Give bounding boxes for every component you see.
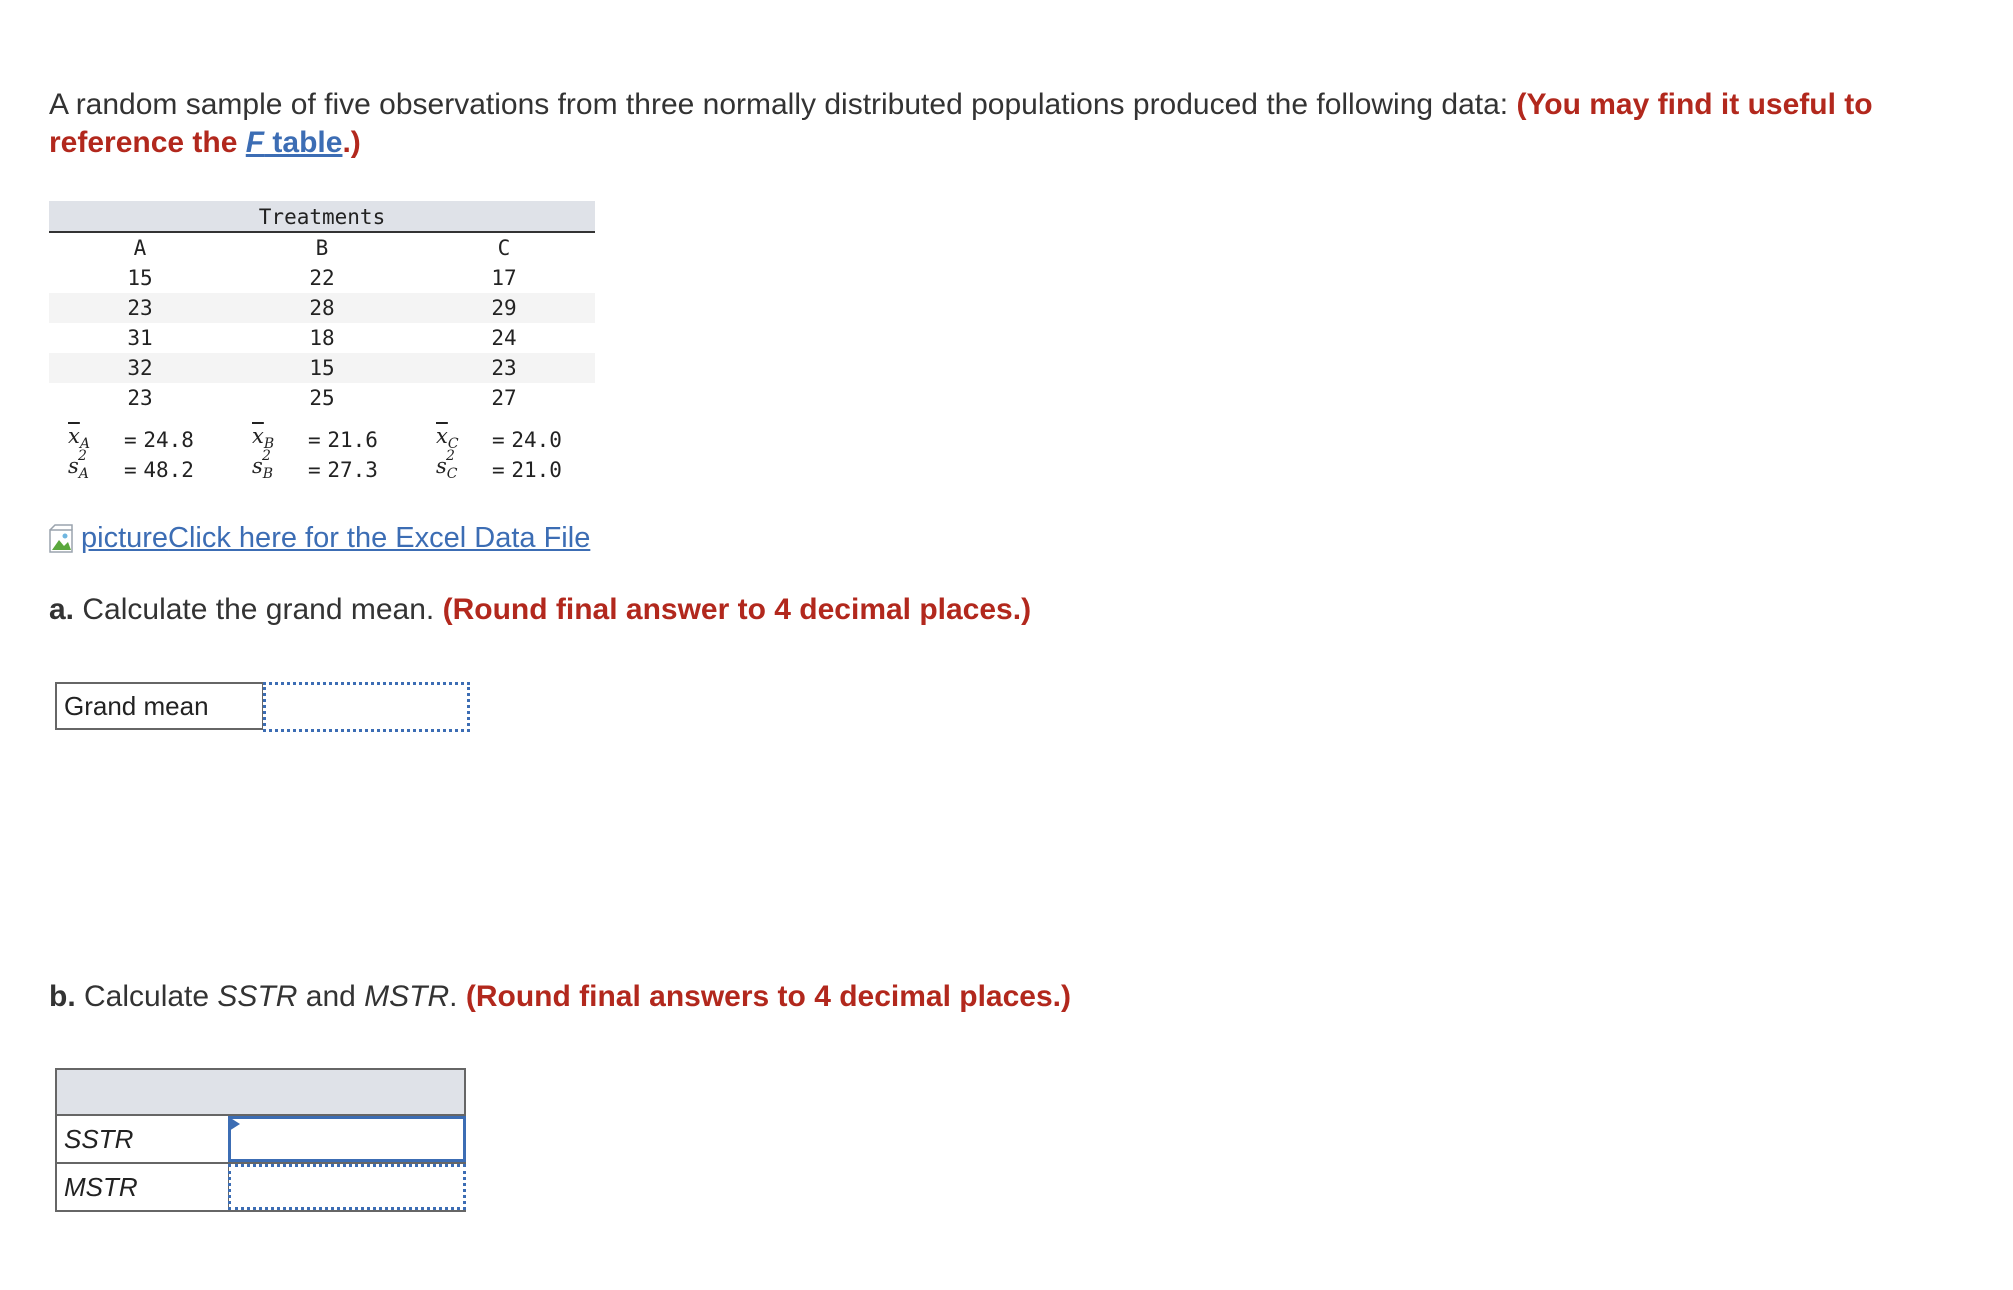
variance-b: $s_B$ 2 = 27.3 [252,455,378,485]
treatments-table [49,201,595,413]
intro-paragraph [49,86,1979,162]
stats-c [436,425,562,485]
variance-b-value: 27.3 [327,458,378,482]
hint-text: (You may find it useful to reference the F table.) [49,88,1873,159]
table-cell: 32 [127,356,153,380]
question-b-instruction: (Round final answers to 4 decimal places.) [465,980,1071,1013]
table-cell: 29 [491,296,517,320]
variance-c: $s_C$ 2 = 21.0 [436,455,562,485]
variance-a-value: 48.2 [143,458,194,482]
grand-mean-row [55,682,470,732]
table-title: Treatments [49,201,595,233]
sstr-mstr-table [55,1068,466,1212]
mean-c: $\overline{x}_C$ = 24.0 [436,425,562,455]
table-header [55,1068,466,1116]
mean-b-value: 21.6 [327,428,378,452]
table-cell: 27 [491,386,517,410]
excel-data-file-link[interactable] [49,522,590,555]
active-cell-marker-icon [229,1117,240,1131]
table-cell: 23 [491,356,517,380]
table-row [55,1116,466,1164]
column-header: C [497,236,511,260]
column-header: A [133,236,147,260]
mstr-label: MSTR [57,1164,229,1210]
table-cell: 18 [309,326,335,350]
table-row [55,1164,466,1212]
table-cell: 15 [127,266,153,290]
mean-b: $\overline{x}_B$ = 21.6 [252,425,378,455]
table-cell: 28 [309,296,335,320]
mstr-input[interactable] [228,1164,466,1210]
question-b: b. Calculate SSTR and MSTR. (Round final answers to 4 decimal places.) [49,980,1071,1013]
intro-text: A random sample of five observations from three normally distributed populations produced the following data: [49,88,1517,121]
table-cell: 17 [491,266,517,290]
table-cell: 31 [127,326,153,350]
table-header-row [49,233,595,263]
table-row [49,353,595,383]
mean-a-value: 24.8 [143,428,194,452]
table-cell: 22 [309,266,335,290]
grand-mean-label: Grand mean [55,682,263,730]
grand-mean-input[interactable] [263,682,470,732]
question-a: a. Calculate the grand mean. (Round final answer to 4 decimal places.) [49,593,1032,626]
mean-c-value: 24.0 [511,428,562,452]
table-row [49,263,595,293]
table-row [49,383,595,413]
table-cell: 24 [491,326,517,350]
column-header: B [315,236,329,260]
sstr-input[interactable] [228,1116,466,1162]
table-cell: 15 [309,356,335,380]
excel-alt-text: picture [81,522,169,554]
table-row [49,323,595,353]
broken-image-icon [49,524,81,554]
stats-a [68,425,194,485]
table-row [49,293,595,323]
variance-a: $s_A$ 2 = 48.2 [68,455,194,485]
excel-link-label: Click here for the Excel Data File [168,522,591,554]
table-cell: 23 [127,386,153,410]
variance-c-value: 21.0 [511,458,562,482]
table-cell: 25 [309,386,335,410]
sstr-label: SSTR [57,1116,229,1162]
stats-b [252,425,378,485]
mean-a: $\overline{x}_A$ = 24.8 [68,425,194,455]
table-cell: 23 [127,296,153,320]
question-a-instruction: (Round final answer to 4 decimal places.) [442,593,1032,626]
f-table-link[interactable]: F table [245,126,343,159]
